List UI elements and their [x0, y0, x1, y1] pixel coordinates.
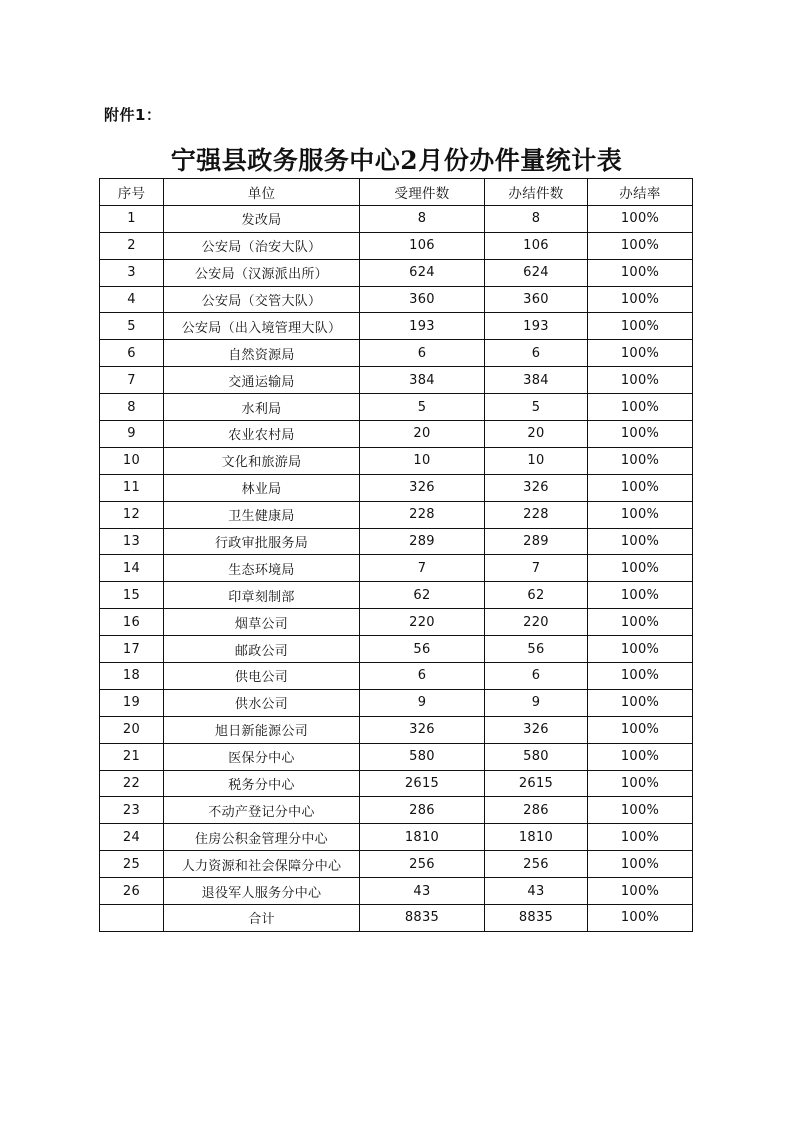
cell-accepted: 228	[360, 501, 485, 528]
cell-no: 12	[100, 501, 164, 528]
table-row	[100, 582, 693, 609]
cell-accepted: 286	[360, 797, 485, 824]
cell-accepted: 220	[360, 609, 485, 636]
cell-completed: 10	[485, 447, 588, 474]
cell-no: 15	[100, 582, 164, 609]
cell-accepted: 106	[360, 232, 485, 259]
table-row	[100, 797, 693, 824]
cell-completed: 326	[485, 716, 588, 743]
table-row	[100, 340, 693, 367]
cell-unit: 印章刻制部	[164, 582, 360, 609]
page-title: 宁强县政务服务中心2月份办件量统计表	[170, 146, 623, 175]
cell-accepted: 326	[360, 716, 485, 743]
table-row	[100, 421, 693, 448]
table-row	[100, 824, 693, 851]
table-row	[100, 394, 693, 421]
cell-no: 19	[100, 689, 164, 716]
cell-no: 21	[100, 743, 164, 770]
cell-completed: 62	[485, 582, 588, 609]
cell-accepted: 6	[360, 340, 485, 367]
cell-accepted: 6	[360, 663, 485, 690]
cell-no: 24	[100, 824, 164, 851]
table-row	[100, 609, 693, 636]
cell-unit: 自然资源局	[164, 340, 360, 367]
cell-no: 4	[100, 286, 164, 313]
table-row	[100, 286, 693, 313]
cell-unit: 公安局（汉源派出所）	[164, 259, 360, 286]
cell-accepted: 360	[360, 286, 485, 313]
cell-accepted: 20	[360, 421, 485, 448]
cell-rate: 100%	[588, 501, 693, 528]
cell-no: 11	[100, 474, 164, 501]
total-completed: 8835	[485, 905, 588, 932]
total-accepted: 8835	[360, 905, 485, 932]
cell-no: 26	[100, 878, 164, 905]
cell-rate: 100%	[588, 313, 693, 340]
cell-unit: 公安局（交管大队）	[164, 286, 360, 313]
cell-no: 13	[100, 528, 164, 555]
cell-accepted: 289	[360, 528, 485, 555]
cell-no: 5	[100, 313, 164, 340]
cell-completed: 106	[485, 232, 588, 259]
attachment-label: 附件1：	[104, 106, 162, 124]
cell-completed: 580	[485, 743, 588, 770]
table-header-row	[100, 179, 693, 206]
cell-completed: 1810	[485, 824, 588, 851]
cell-accepted: 1810	[360, 824, 485, 851]
cell-unit: 烟草公司	[164, 609, 360, 636]
cell-rate: 100%	[588, 824, 693, 851]
table-row	[100, 770, 693, 797]
cell-completed: 220	[485, 609, 588, 636]
cell-rate: 100%	[588, 232, 693, 259]
cell-completed: 256	[485, 851, 588, 878]
cell-rate: 100%	[588, 582, 693, 609]
header-completed: 办结件数	[485, 179, 588, 206]
table-row	[100, 474, 693, 501]
cell-unit: 农业农村局	[164, 421, 360, 448]
cell-completed: 9	[485, 689, 588, 716]
cell-unit: 不动产登记分中心	[164, 797, 360, 824]
table-row	[100, 555, 693, 582]
cell-no: 14	[100, 555, 164, 582]
cell-rate: 100%	[588, 367, 693, 394]
cell-accepted: 384	[360, 367, 485, 394]
total-no	[100, 905, 164, 932]
cell-completed: 624	[485, 259, 588, 286]
cell-accepted: 326	[360, 474, 485, 501]
cell-no: 3	[100, 259, 164, 286]
table-row	[100, 528, 693, 555]
cell-rate: 100%	[588, 851, 693, 878]
cell-no: 8	[100, 394, 164, 421]
cell-no: 10	[100, 447, 164, 474]
cell-no: 25	[100, 851, 164, 878]
cell-accepted: 193	[360, 313, 485, 340]
cell-no: 17	[100, 636, 164, 663]
cell-unit: 供电公司	[164, 663, 360, 690]
cell-accepted: 8	[360, 205, 485, 232]
cell-completed: 228	[485, 501, 588, 528]
cell-unit: 人力资源和社会保障分中心	[164, 851, 360, 878]
cell-rate: 100%	[588, 636, 693, 663]
cell-no: 1	[100, 205, 164, 232]
cell-unit: 卫生健康局	[164, 501, 360, 528]
cell-completed: 2615	[485, 770, 588, 797]
table-row	[100, 447, 693, 474]
cell-rate: 100%	[588, 205, 693, 232]
table-row	[100, 878, 693, 905]
cell-accepted: 43	[360, 878, 485, 905]
cell-accepted: 624	[360, 259, 485, 286]
cell-rate: 100%	[588, 797, 693, 824]
table-row	[100, 689, 693, 716]
cell-unit: 文化和旅游局	[164, 447, 360, 474]
table-row	[100, 313, 693, 340]
cell-completed: 7	[485, 555, 588, 582]
cell-accepted: 5	[360, 394, 485, 421]
cell-rate: 100%	[588, 421, 693, 448]
cell-rate: 100%	[588, 663, 693, 690]
cell-accepted: 580	[360, 743, 485, 770]
cell-rate: 100%	[588, 394, 693, 421]
cell-unit: 林业局	[164, 474, 360, 501]
cell-completed: 56	[485, 636, 588, 663]
table-row	[100, 716, 693, 743]
cell-unit: 水利局	[164, 394, 360, 421]
cell-completed: 286	[485, 797, 588, 824]
cell-accepted: 256	[360, 851, 485, 878]
cell-rate: 100%	[588, 286, 693, 313]
cell-accepted: 56	[360, 636, 485, 663]
table-body	[100, 205, 693, 904]
table-row	[100, 743, 693, 770]
table-row	[100, 851, 693, 878]
cell-accepted: 9	[360, 689, 485, 716]
cell-rate: 100%	[588, 770, 693, 797]
cell-completed: 360	[485, 286, 588, 313]
cell-rate: 100%	[588, 878, 693, 905]
cell-no: 6	[100, 340, 164, 367]
cell-rate: 100%	[588, 474, 693, 501]
cell-completed: 8	[485, 205, 588, 232]
cell-rate: 100%	[588, 259, 693, 286]
table-row	[100, 259, 693, 286]
cell-rate: 100%	[588, 609, 693, 636]
cell-unit: 税务分中心	[164, 770, 360, 797]
cell-completed: 289	[485, 528, 588, 555]
cell-no: 9	[100, 421, 164, 448]
total-rate: 100%	[588, 905, 693, 932]
cell-rate: 100%	[588, 447, 693, 474]
cell-rate: 100%	[588, 528, 693, 555]
cell-unit: 交通运输局	[164, 367, 360, 394]
cell-no: 18	[100, 663, 164, 690]
table-row	[100, 501, 693, 528]
cell-unit: 供水公司	[164, 689, 360, 716]
header-unit: 单位	[164, 179, 360, 206]
cell-rate: 100%	[588, 743, 693, 770]
cell-completed: 43	[485, 878, 588, 905]
cell-no: 16	[100, 609, 164, 636]
cell-no: 20	[100, 716, 164, 743]
cell-completed: 193	[485, 313, 588, 340]
cell-unit: 医保分中心	[164, 743, 360, 770]
cell-unit: 旭日新能源公司	[164, 716, 360, 743]
cell-unit: 公安局（治安大队）	[164, 232, 360, 259]
total-row	[100, 905, 693, 932]
cell-no: 23	[100, 797, 164, 824]
cell-unit: 生态环境局	[164, 555, 360, 582]
cell-unit: 退役军人服务分中心	[164, 878, 360, 905]
table-row	[100, 205, 693, 232]
cell-completed: 5	[485, 394, 588, 421]
table-row	[100, 663, 693, 690]
cell-unit: 住房公积金管理分中心	[164, 824, 360, 851]
cell-rate: 100%	[588, 340, 693, 367]
total-label: 合计	[164, 905, 360, 932]
cell-accepted: 2615	[360, 770, 485, 797]
cell-unit: 行政审批服务局	[164, 528, 360, 555]
cell-unit: 发改局	[164, 205, 360, 232]
statistics-table	[99, 178, 693, 932]
header-rate: 办结率	[588, 179, 693, 206]
table-row	[100, 367, 693, 394]
table-row	[100, 232, 693, 259]
cell-rate: 100%	[588, 716, 693, 743]
table-row	[100, 636, 693, 663]
cell-completed: 6	[485, 663, 588, 690]
cell-completed: 20	[485, 421, 588, 448]
cell-unit: 公安局（出入境管理大队）	[164, 313, 360, 340]
cell-accepted: 7	[360, 555, 485, 582]
cell-no: 22	[100, 770, 164, 797]
cell-unit: 邮政公司	[164, 636, 360, 663]
cell-completed: 326	[485, 474, 588, 501]
cell-accepted: 10	[360, 447, 485, 474]
cell-accepted: 62	[360, 582, 485, 609]
cell-rate: 100%	[588, 555, 693, 582]
header-no: 序号	[100, 179, 164, 206]
cell-rate: 100%	[588, 689, 693, 716]
cell-no: 2	[100, 232, 164, 259]
cell-no: 7	[100, 367, 164, 394]
header-accepted: 受理件数	[360, 179, 485, 206]
cell-completed: 384	[485, 367, 588, 394]
cell-completed: 6	[485, 340, 588, 367]
